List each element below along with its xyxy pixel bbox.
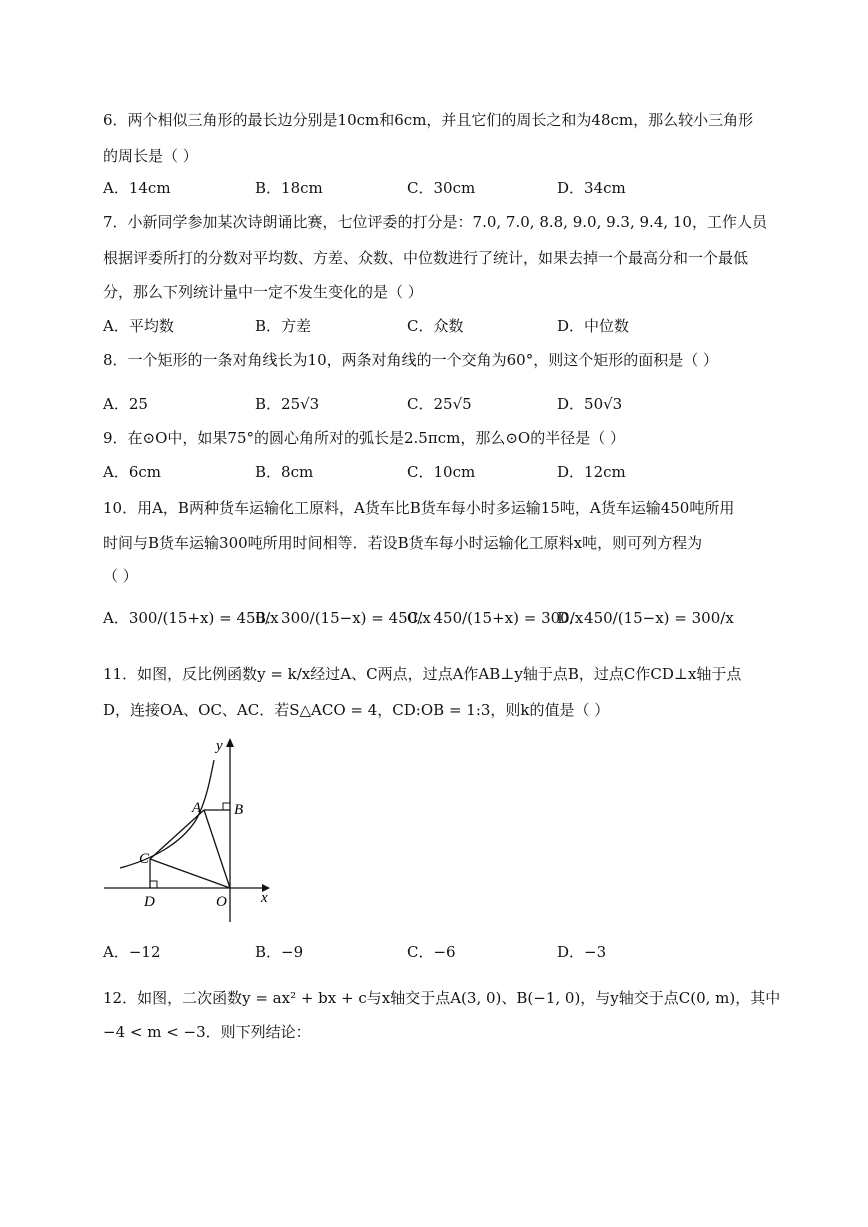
q10-option-c[interactable]: C．450/(15+x) = 300/x — [407, 609, 584, 627]
q6-option-c[interactable]: C．30cm — [407, 179, 476, 197]
q8-option-d[interactable]: D．50√3 — [557, 395, 623, 413]
segment-co — [150, 859, 230, 888]
q9-option-b[interactable]: B．8cm — [255, 463, 314, 481]
q9-option-c[interactable]: C．10cm — [407, 463, 476, 481]
q10-option-b[interactable]: B．300/(15−x) = 450/x — [255, 609, 431, 627]
q11-option-d[interactable]: D．−3 — [557, 943, 607, 961]
q7-option-a[interactable]: A．平均数 — [103, 317, 174, 335]
q6-option-a[interactable]: A．14cm — [103, 179, 171, 197]
q11-line-2: D，连接OA、OC、AC．若S△ACO = 4，CD:OB = 1:3，则k的值是（ ） — [103, 701, 610, 719]
q9-line-1: 9．在⊙O中，如果75°的圆心角所对的弧长是2.5πcm，那么⊙O的半径是（ ） — [103, 429, 625, 447]
q9-option-d[interactable]: D．12cm — [557, 463, 626, 481]
q10-option-d[interactable]: D．450/(15−x) = 300/x — [557, 609, 734, 627]
label-x: x — [261, 890, 268, 906]
q8-option-c[interactable]: C．25√5 — [407, 395, 472, 413]
label-o: O — [216, 894, 227, 910]
q11-option-b[interactable]: B．−9 — [255, 943, 304, 961]
q6-option-b[interactable]: B．18cm — [255, 179, 323, 197]
q11-line-1: 11．如图，反比例函数y = k/x经过A、C两点，过点A作AB⊥y轴于点B，过点C作CD⊥x轴于点 — [103, 665, 742, 683]
q7-option-b[interactable]: B．方差 — [255, 317, 312, 335]
q8-option-b[interactable]: B．25√3 — [255, 395, 320, 413]
q10-line-1: 10．用A，B两种货车运输化工原料，A货车比B货车每小时多运输15吨，A货车运输450吨所用 — [103, 499, 735, 517]
q12-line-1: 12．如图，二次函数y = ax² + bx + c与x轴交于点A(3, 0)、B(−1, 0)，与y轴交于点C(0, m)，其中 — [103, 989, 781, 1007]
y-axis-arrow-icon — [226, 738, 234, 747]
q11-option-a[interactable]: A．−12 — [103, 943, 161, 961]
label-a: A — [192, 800, 202, 816]
q10-option-a[interactable]: A．300/(15+x) = 450/x — [103, 609, 279, 627]
q6-line-2: 的周长是（ ） — [103, 147, 198, 165]
label-y: y — [216, 738, 223, 754]
q11-option-c[interactable]: C．−6 — [407, 943, 456, 961]
right-angle-b — [223, 803, 230, 810]
q8-line-1: 8．一个矩形的一条对角线长为10，两条对角线的一个交角为60°，则这个矩形的面积是（ ） — [103, 351, 718, 369]
label-d: D — [144, 894, 155, 910]
q7-line-3: 分，那么下列统计量中一定不发生变化的是（ ） — [103, 283, 423, 301]
q7-line-2: 根据评委所打的分数对平均数、方差、众数、中位数进行了统计，如果去掉一个最高分和一个最低 — [103, 249, 749, 267]
q6-line-1: 6．两个相似三角形的最长边分别是10cm和6cm，并且它们的周长之和为48cm，那么较小三角形 — [103, 111, 754, 129]
right-angle-d — [150, 881, 157, 888]
q7-line-1: 7．小新同学参加某次诗朗诵比赛，七位评委的打分是：7.0, 7.0, 8.8, 9.0, 9.3, 9.4, 10，工作人员 — [103, 213, 767, 231]
label-b: B — [234, 802, 244, 818]
q7-option-c[interactable]: C．众数 — [407, 317, 464, 335]
q11-figure — [100, 730, 280, 930]
label-c: C — [139, 851, 150, 867]
q10-line-2: 时间与B货车运输300吨所用时间相等．若设B货车每小时运输化工原料x吨，则可列方程为 — [103, 534, 703, 552]
q12-line-2: −4 < m < −3．则下列结论： — [103, 1023, 311, 1041]
q9-option-a[interactable]: A．6cm — [103, 463, 162, 481]
segment-ao — [204, 810, 230, 888]
q6-option-d[interactable]: D．34cm — [557, 179, 626, 197]
q10-line-3: （ ） — [103, 567, 138, 585]
q8-option-a[interactable]: A．25 — [103, 395, 148, 413]
segment-ac — [150, 810, 204, 859]
q7-option-d[interactable]: D．中位数 — [557, 317, 630, 335]
